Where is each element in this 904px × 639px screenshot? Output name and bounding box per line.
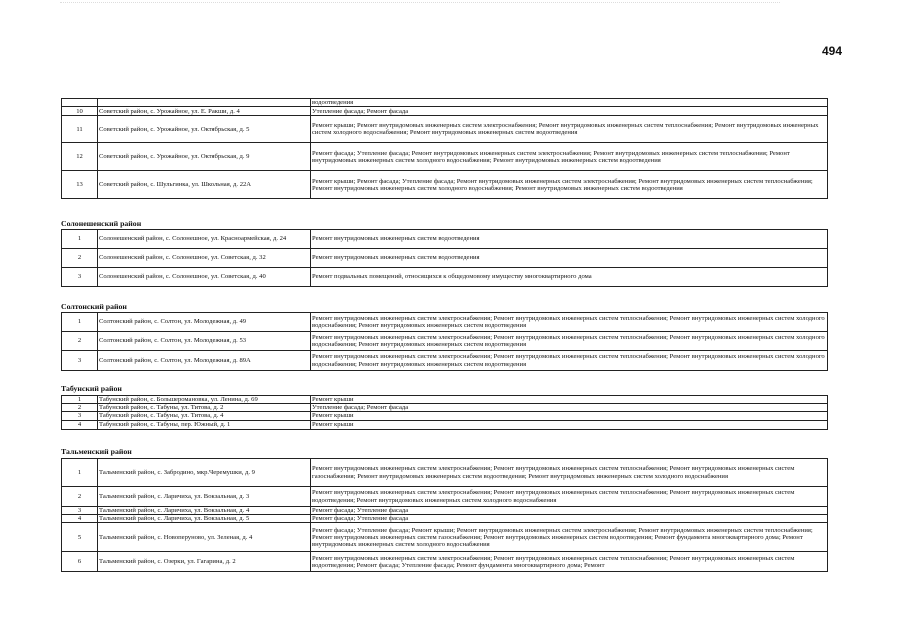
table-row: [62, 332, 828, 351]
row-number: 3: [62, 268, 98, 287]
row-works: Ремонт внутридомовых инженерных систем электроснабжения; Ремонт внутридомовых инженерных систем теплоснабжения; Ремонт внутридомовых инженерных систем водоотведения; Ремонт фасада; Утепление фасада; Ремонт фундамента многоквартирного дома; Ремонт: [311, 552, 828, 572]
table-row: [62, 268, 828, 287]
row-works: Ремонт внутридомовых инженерных систем водоотведения: [311, 249, 828, 268]
row-works: Ремонт фасада; Утепление фасада: [311, 515, 828, 523]
row-address: Табунский район, с. Табуны, ул. Титова, д. 4: [98, 412, 311, 420]
row-works: Ремонт внутридомовых инженерных систем водоотведения: [311, 230, 828, 249]
row-address: Советский район, с. Шульгинка, ул. Школьная, д. 22А: [98, 171, 311, 199]
row-address: Солтонский район, с. Солтон, ул. Молодежная, д. 53: [98, 332, 311, 351]
row-address: Табунский район, с. Табуны, пер. Южный, д. 1: [98, 420, 311, 429]
page-number: 494: [822, 44, 843, 58]
row-works: Ремонт подвальных помещений, относящихся к общедомовому имуществу многоквартирного дома: [311, 268, 828, 287]
row-address: Тальменский район, с. Ларичиха, ул. Вокзальная, д. 3: [98, 487, 311, 507]
row-address: Солонешенский район, с. Солонешное, ул. Советская, д. 32: [98, 249, 311, 268]
row-number: 3: [62, 507, 98, 515]
row-works: Ремонт фасада; Утепление фасада: [311, 507, 828, 515]
table-row: [62, 412, 828, 420]
table-row: [62, 171, 828, 199]
row-works: Ремонт внутридомовых инженерных систем электроснабжения; Ремонт внутридомовых инженерных систем теплоснабжения; Ремонт внутридомовых инженерных систем газоснабжения; Ремонт внутридомовых инженерных систем водоотведения; Ремонт внутридомовых инженерных систем холодного водоснабжения: [311, 459, 828, 487]
row-number: 3: [62, 351, 98, 371]
row-number: 4: [62, 420, 98, 429]
row-address: Табунский район, с. Большеромановка, ул. Ленина, д. 69: [98, 396, 311, 404]
row-number: 1: [62, 396, 98, 404]
row-works: Ремонт крыши: [311, 396, 828, 404]
table-row: [62, 116, 828, 143]
table-row: [62, 143, 828, 171]
scan-edge-line: [60, 2, 780, 3]
row-number: 5: [62, 523, 98, 552]
table-row: [62, 552, 828, 572]
row-number: 3: [62, 412, 98, 420]
row-number: 13: [62, 171, 98, 199]
row-address: Тальменский район, с. Ларичиха, ул. Вокзальная, д. 5: [98, 515, 311, 523]
table-row: [62, 107, 828, 116]
table-row: [62, 420, 828, 429]
row-address: Табунский район, с. Табуны, ул. Титова, д. 2: [98, 404, 311, 412]
table-row: [62, 523, 828, 552]
row-address: Солтонский район, с. Солтон, ул. Молодежная, д. 89А: [98, 351, 311, 371]
row-number: 4: [62, 515, 98, 523]
table-row: [62, 396, 828, 404]
row-number: 12: [62, 143, 98, 171]
row-works: Ремонт крыши; Ремонт внутридомовых инженерных систем электроснабжения; Ремонт внутридомовых инженерных систем теплоснабжения; Ремонт внутридомовых инженерных систем холодного водоснабжения; Ремонт внутридомовых инженерных систем водоотведения: [311, 116, 828, 143]
table-row: [62, 507, 828, 515]
row-address: Тальменский район, с. Ларичиха, ул. Вокзальная, д. 4: [98, 507, 311, 515]
row-works: Ремонт внутридомовых инженерных систем электроснабжения; Ремонт внутридомовых инженерных систем теплоснабжения; Ремонт внутридомовых инженерных систем холодного водоснабжения; Ремонт внутридомовых инженерных систем водоотведения: [311, 332, 828, 351]
row-address: Солтонский район, с. Солтон, ул. Молодежная, д. 49: [98, 313, 311, 332]
row-number: 2: [62, 332, 98, 351]
table-row: [62, 515, 828, 523]
section-heading: Солонешенский район: [61, 219, 142, 228]
section-heading: Табунский район: [61, 384, 122, 393]
row-number: 1: [62, 313, 98, 332]
row-number: 6: [62, 552, 98, 572]
row-address: Советский район, с. Урожайное, ул. Октябрьская, д. 9: [98, 143, 311, 171]
row-address: Тальменский район, с. Озерки, ул. Гагарина, д. 2: [98, 552, 311, 572]
table-block-soloneshensky: [61, 229, 828, 287]
row-address: [98, 99, 311, 107]
table-row: [62, 230, 828, 249]
table-block-soltonsky: [61, 312, 828, 371]
row-address: Советский район, с. Урожайное, ул. Е. Ракши, д. 4: [98, 107, 311, 116]
table-row: [62, 313, 828, 332]
row-address: Тальменский район, с. Новоперуново, ул. Зеленая, д. 4: [98, 523, 311, 552]
row-works: Ремонт фасада; Утепление фасада; Ремонт крыши; Ремонт внутридомовых инженерных систем электроснабжения; Ремонт внутридомовых инженерных систем теплоснабжения; Ремонт внутридомовых инженерных систем газоснабжения; Ремонт внутридомовых инженерных систем водоотведения; Ремонт фундамента многоквартирного дома; Ремонт внутридомовых инженерных систем холодного водоснабжения: [311, 523, 828, 552]
row-address: Тальменский район, с. Забродино, мкр.Черемушки, д. 9: [98, 459, 311, 487]
table-block-tabunsky: [61, 395, 828, 430]
row-address: Советский район, с. Урожайное, ул. Октябрьская, д. 5: [98, 116, 311, 143]
row-number: 2: [62, 249, 98, 268]
row-works: Ремонт фасада; Утепление фасада; Ремонт внутридомовых инженерных систем электроснабжения; Ремонт внутридомовых инженерных систем теплоснабжения; Ремонт внутридомовых инженерных систем холодного водоснабжения; Ремонт внутридомовых инженерных систем водоотведения: [311, 143, 828, 171]
row-works: Ремонт крыши; Ремонт фасада; Утепление фасада; Ремонт внутридомовых инженерных систем электроснабжения; Ремонт внутридомовых инженерных систем теплоснабжения; Ремонт внутридомовых инженерных систем холодного водоснабжения; Ремонт внутридомовых инженерных систем водоотведения: [311, 171, 828, 199]
row-number: 11: [62, 116, 98, 143]
section-heading: Тальменский район: [61, 447, 132, 456]
row-works: Ремонт крыши: [311, 420, 828, 429]
row-number: 2: [62, 404, 98, 412]
row-number: 2: [62, 487, 98, 507]
row-works: Утепление фасада; Ремонт фасада: [311, 404, 828, 412]
row-address: Солонешенский район, с. Солонешное, ул. Красноармейская, д. 24: [98, 230, 311, 249]
table-block-talmensky: [61, 458, 828, 572]
table-row: [62, 459, 828, 487]
table-row: [62, 249, 828, 268]
table-row: [62, 404, 828, 412]
row-works: Утепление фасада; Ремонт фасада: [311, 107, 828, 116]
row-number: 1: [62, 230, 98, 249]
row-number: 1: [62, 459, 98, 487]
row-address: Солонешенский район, с. Солонешное, ул. Советская, д. 40: [98, 268, 311, 287]
row-number: [62, 99, 98, 107]
table-row: [62, 99, 828, 107]
table-row: [62, 487, 828, 507]
table-block-sovetsky: [61, 98, 828, 199]
table-row: [62, 351, 828, 371]
row-works: Ремонт внутридомовых инженерных систем электроснабжения; Ремонт внутридомовых инженерных систем теплоснабжения; Ремонт внутридомовых инженерных систем холодного водоснабжения; Ремонт внутридомовых инженерных систем водоотведения: [311, 351, 828, 371]
section-heading: Солтонский район: [61, 302, 127, 311]
row-works: Ремонт крыши: [311, 412, 828, 420]
row-number: 10: [62, 107, 98, 116]
row-works: водоотведения: [311, 99, 828, 107]
row-works: Ремонт внутридомовых инженерных систем электроснабжения; Ремонт внутридомовых инженерных систем теплоснабжения; Ремонт внутридомовых инженерных систем водоотведения; Ремонт внутридомовых инженерных систем холодного водоснабжения: [311, 487, 828, 507]
row-works: Ремонт внутридомовых инженерных систем электроснабжения; Ремонт внутридомовых инженерных систем теплоснабжения; Ремонт внутридомовых инженерных систем холодного водоснабжения; Ремонт внутридомовых инженерных систем водоотведения: [311, 313, 828, 332]
